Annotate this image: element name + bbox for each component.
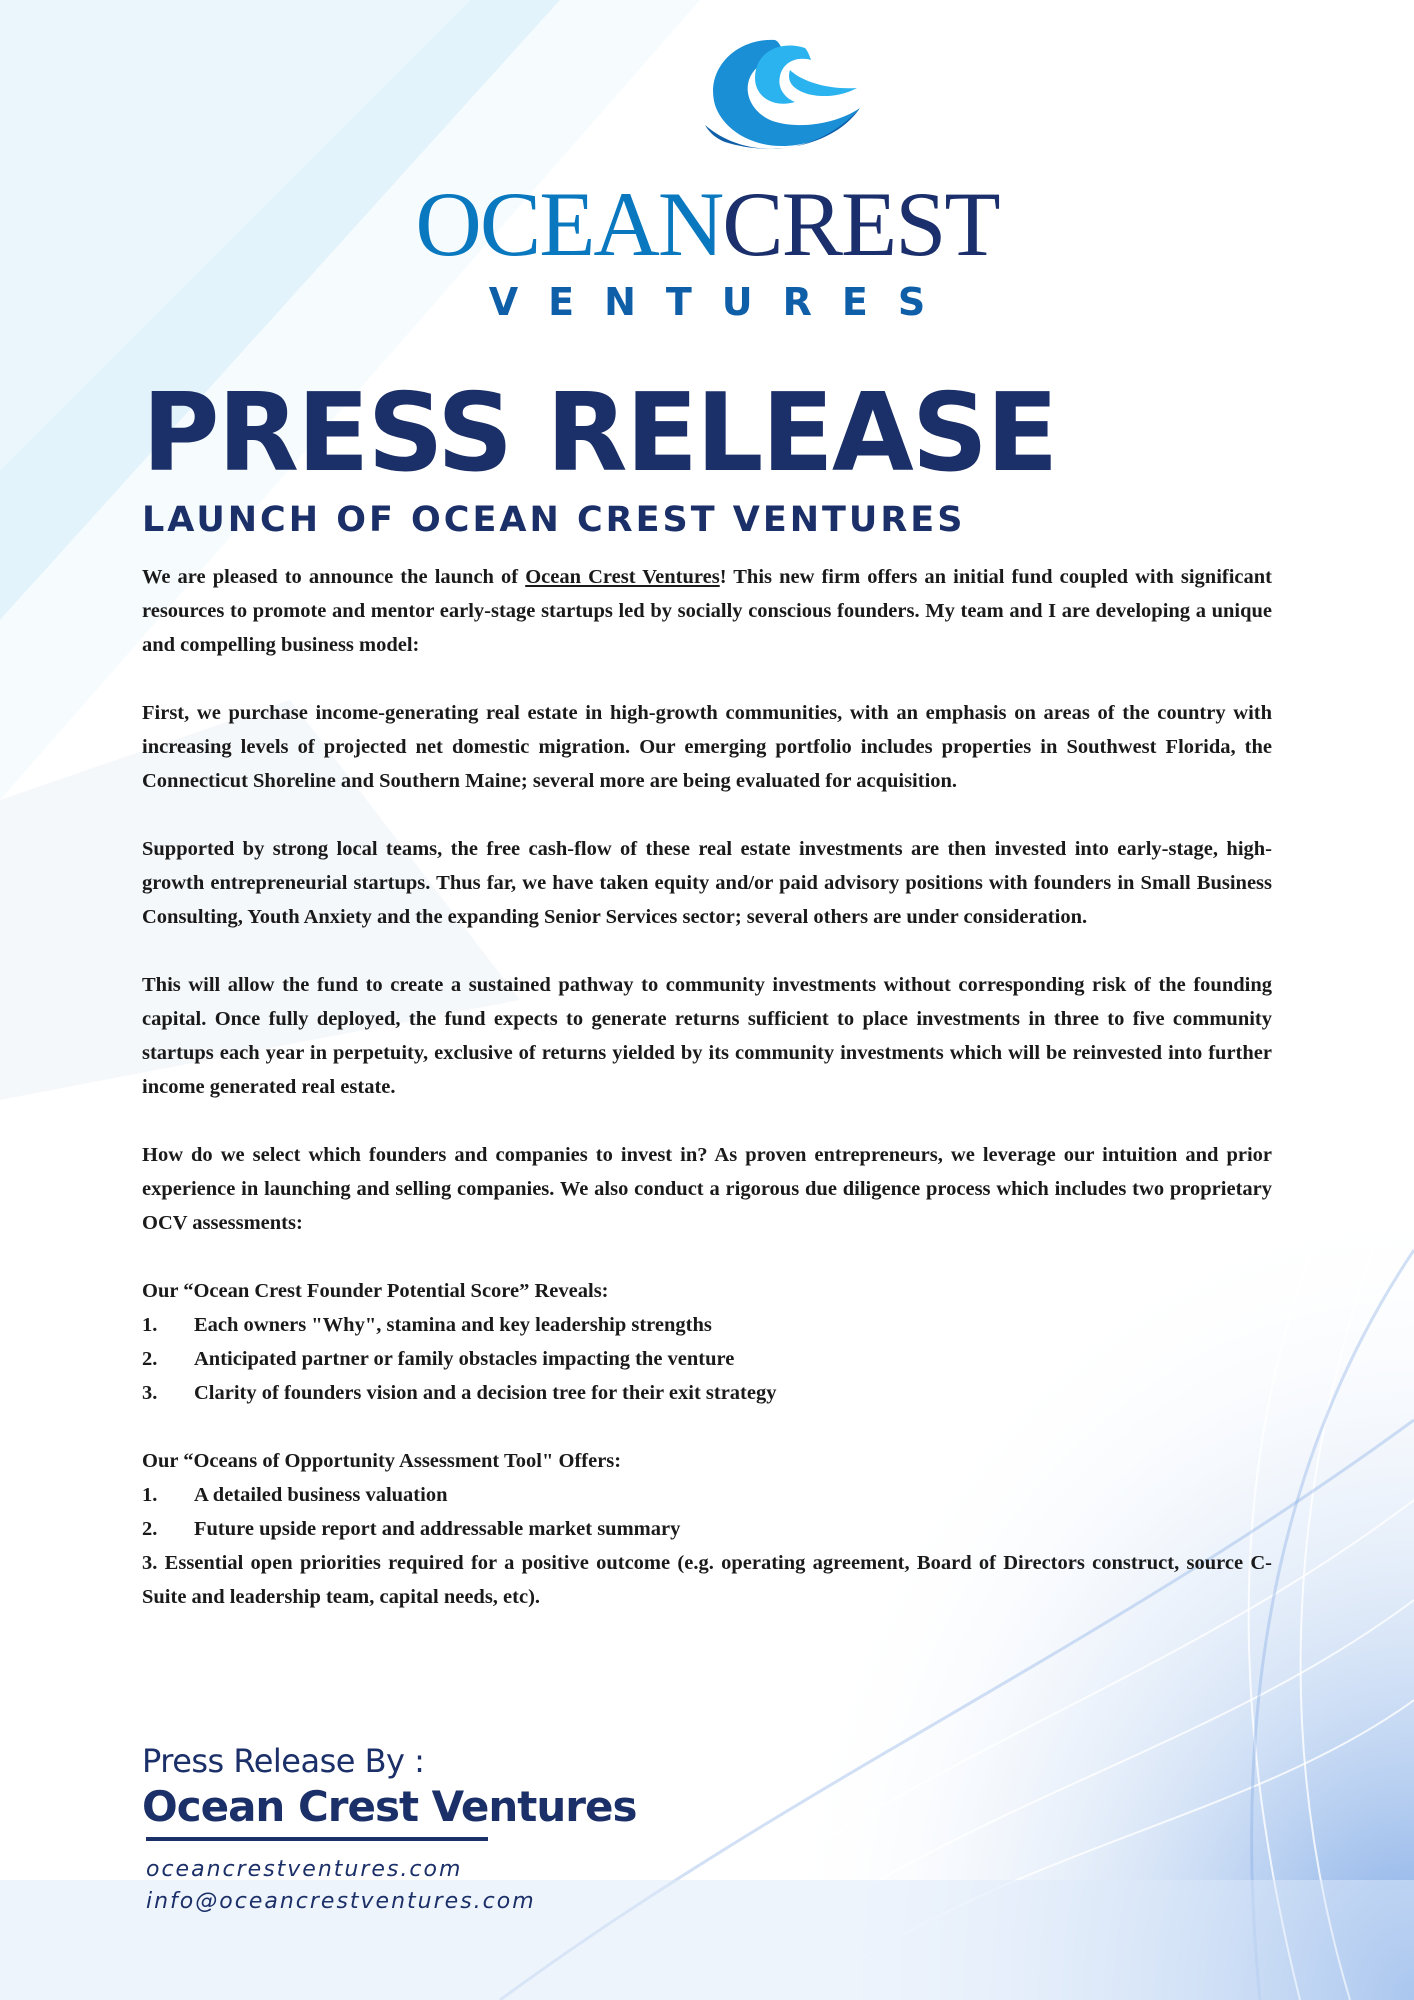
list-item [142, 1308, 1272, 1342]
opportunity-tool-title: Our “Oceans of Opportunity Assessment Tool" Offers: [142, 1450, 622, 1472]
list-number: 1. [142, 1314, 158, 1336]
email-link[interactable]: info@oceancrestventures.com [146, 1889, 536, 1914]
list-number: 3. [142, 1382, 158, 1404]
list-number: 1. [142, 1484, 158, 1506]
footer [142, 1742, 636, 1919]
list-text: Anticipated partner or family obstacles impacting the venture [194, 1348, 735, 1370]
list-text: Future upside report and addressable market summary [194, 1518, 681, 1540]
wave-icon [685, 30, 865, 158]
press-release-by-label: Press Release By : [142, 1742, 425, 1780]
paragraph-intro [142, 560, 1272, 662]
list-item [142, 1376, 1272, 1410]
page-subtitle: LAUNCH OF OCEAN CREST VENTURES [142, 500, 966, 540]
page-title: PRESS RELEASE [142, 371, 1057, 496]
list-text: A detailed business valuation [194, 1484, 448, 1506]
list-number: 2. [142, 1348, 158, 1370]
logo-subtitle: VENTURES [488, 280, 956, 324]
press-release-body [142, 371, 1272, 1614]
list-item [142, 1512, 1272, 1546]
list-item [142, 1342, 1272, 1376]
list-number: 2. [142, 1518, 158, 1540]
paragraph-pathway: This will allow the fund to create a sustained pathway to community investments without corresponding risk of the founding capital. Once fully deployed, the fund expects to generate returns sufficient to place investments in three to five community startups each year in perpetuity, exclusive of returns yielded by its community investments which will be reinvested into further income generated real estate. [142, 974, 1272, 1098]
website-link[interactable]: oceancrestventures.com [146, 1857, 463, 1882]
paragraph-real-estate: First, we purchase income-generating real estate in high-growth communities, with an emphasis on areas of the country with increasing levels of projected net domestic migration. Our emerging portfolio includes properties in Southwest Florida, the Connecticut Shoreline and Southern Maine; several more are being evaluated for acquisition. [142, 702, 1272, 792]
list-text: Each owners "Why", stamina and key leadership strengths [194, 1314, 712, 1336]
company-logo [0, 30, 1414, 324]
footer-company-name: Ocean Crest Ventures [142, 1782, 637, 1831]
logo-wordmark-ocean: OCEAN [415, 173, 723, 275]
logo-wordmark [0, 173, 1414, 275]
footer-divider [146, 1837, 488, 1841]
list-item-last: 3. Essential open priorities required for a positive outcome (e.g. operating agreement, Board of Directors construct, source C-Suite and leadership team, capital needs, etc). [142, 1552, 1272, 1608]
ocean-crest-ventures-link[interactable]: Ocean Crest Ventures [525, 566, 720, 588]
list-text: Clarity of founders vision and a decision tree for their exit strategy [194, 1382, 777, 1404]
list-item [142, 1478, 1272, 1512]
founder-score-title: Our “Ocean Crest Founder Potential Score” Reveals: [142, 1280, 609, 1302]
paragraph-startups: Supported by strong local teams, the free cash-flow of these real estate investments are then invested into early-stage, high-growth entrepreneurial startups. Thus far, we have taken equity and/or paid advisory positions with founders in Small Business Consulting, Youth Anxiety and the expanding Senior Services sector; several others are under consideration. [142, 838, 1272, 928]
intro-text-end: ! This new firm offers an initial fund coupled with significant resources to promote and mentor early-stage startups led by socially conscious founders. My team and I are developing a unique and compelling business model: [142, 566, 1272, 656]
logo-wordmark-crest: CREST [722, 173, 999, 275]
intro-text-start: We are pleased to announce the launch of [142, 566, 526, 588]
paragraph-selection: How do we select which founders and companies to invest in? As proven entrepreneurs, we leverage our intuition and prior experience in launching and selling companies. We also conduct a rigorous due diligence process which includes two proprietary OCV assessments: [142, 1144, 1272, 1234]
